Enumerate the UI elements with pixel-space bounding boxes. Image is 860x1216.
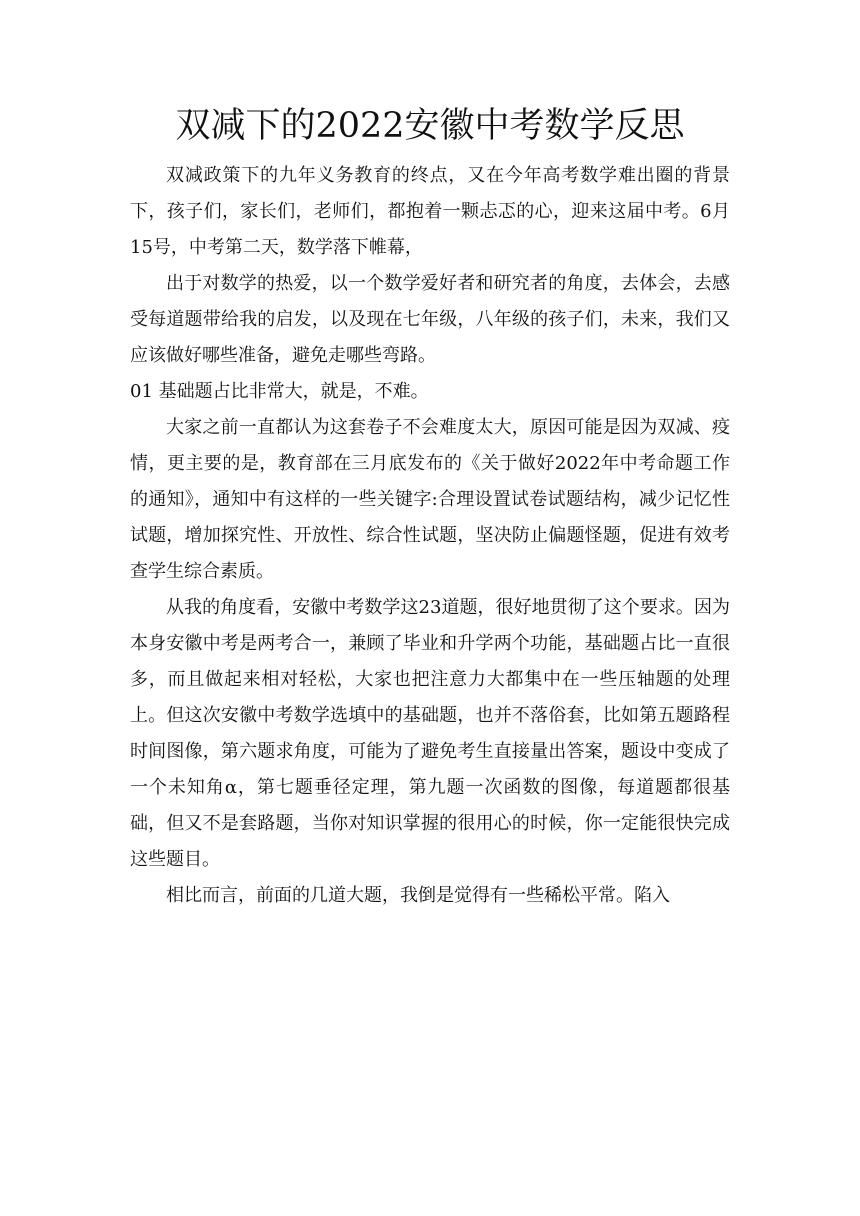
paragraph-motivation: 出于对数学的热爱，以一个数学爱好者和研究者的角度，去体会，去感受每道题带给我的启发，以及现在七年级，八年级的孩子们，未来，我们又应该做好哪些准备，避免走哪些弯路。: [130, 273, 730, 366]
document-page: [130, 100, 730, 914]
paragraph-policy: 大家之前一直都认为这套卷子不会难度太大，原因可能是因为双减、疫情，更主要的是，教育部在三月底发布的《关于做好2022年中考命题工作的通知》，通知中有这样的一些关键字:合理设置试卷试题结构，减少记忆性试题，增加探究性、开放性、综合性试题，坚决防止偏题怪题，促进有效考查学生综合素质。: [130, 417, 730, 582]
document-title: 双减下的2022安徽中考数学反思: [175, 106, 685, 146]
paragraph-comparison: 相比而言，前面的几道大题，我倒是觉得有一些稀松平常。陷入: [166, 885, 670, 906]
section-heading-01: 01 基础题占比非常大，就是，不难。: [130, 381, 429, 402]
paragraph-intro: 双减政策下的九年义务教育的终点，又在今年高考数学难出圈的背景下，孩子们，家长们，老师们，都抱着一颗忐忑的心，迎来这届中考。6月15号，中考第二天，数学落下帷幕，: [130, 165, 730, 258]
paragraph-analysis: 从我的角度看，安徽中考数学这23道题，很好地贯彻了这个要求。因为本身安徽中考是两考合一，兼顾了毕业和升学两个功能，基础题占比一直很多，而且做起来相对轻松，大家也把注意力大都集中在一些压轴题的处理上。但这次安徽中考数学选填中的基础题，也并不落俗套，比如第五题路程时间图像，第六题求角度，可能为了避免考生直接量出答案，题设中变成了一个未知角α，第七题垂径定理，第九题一次函数的图像，每道题都很基础，但又不是套路题，当你对知识掌握的很用心的时候，你一定能很快完成这些题目。: [130, 597, 730, 870]
